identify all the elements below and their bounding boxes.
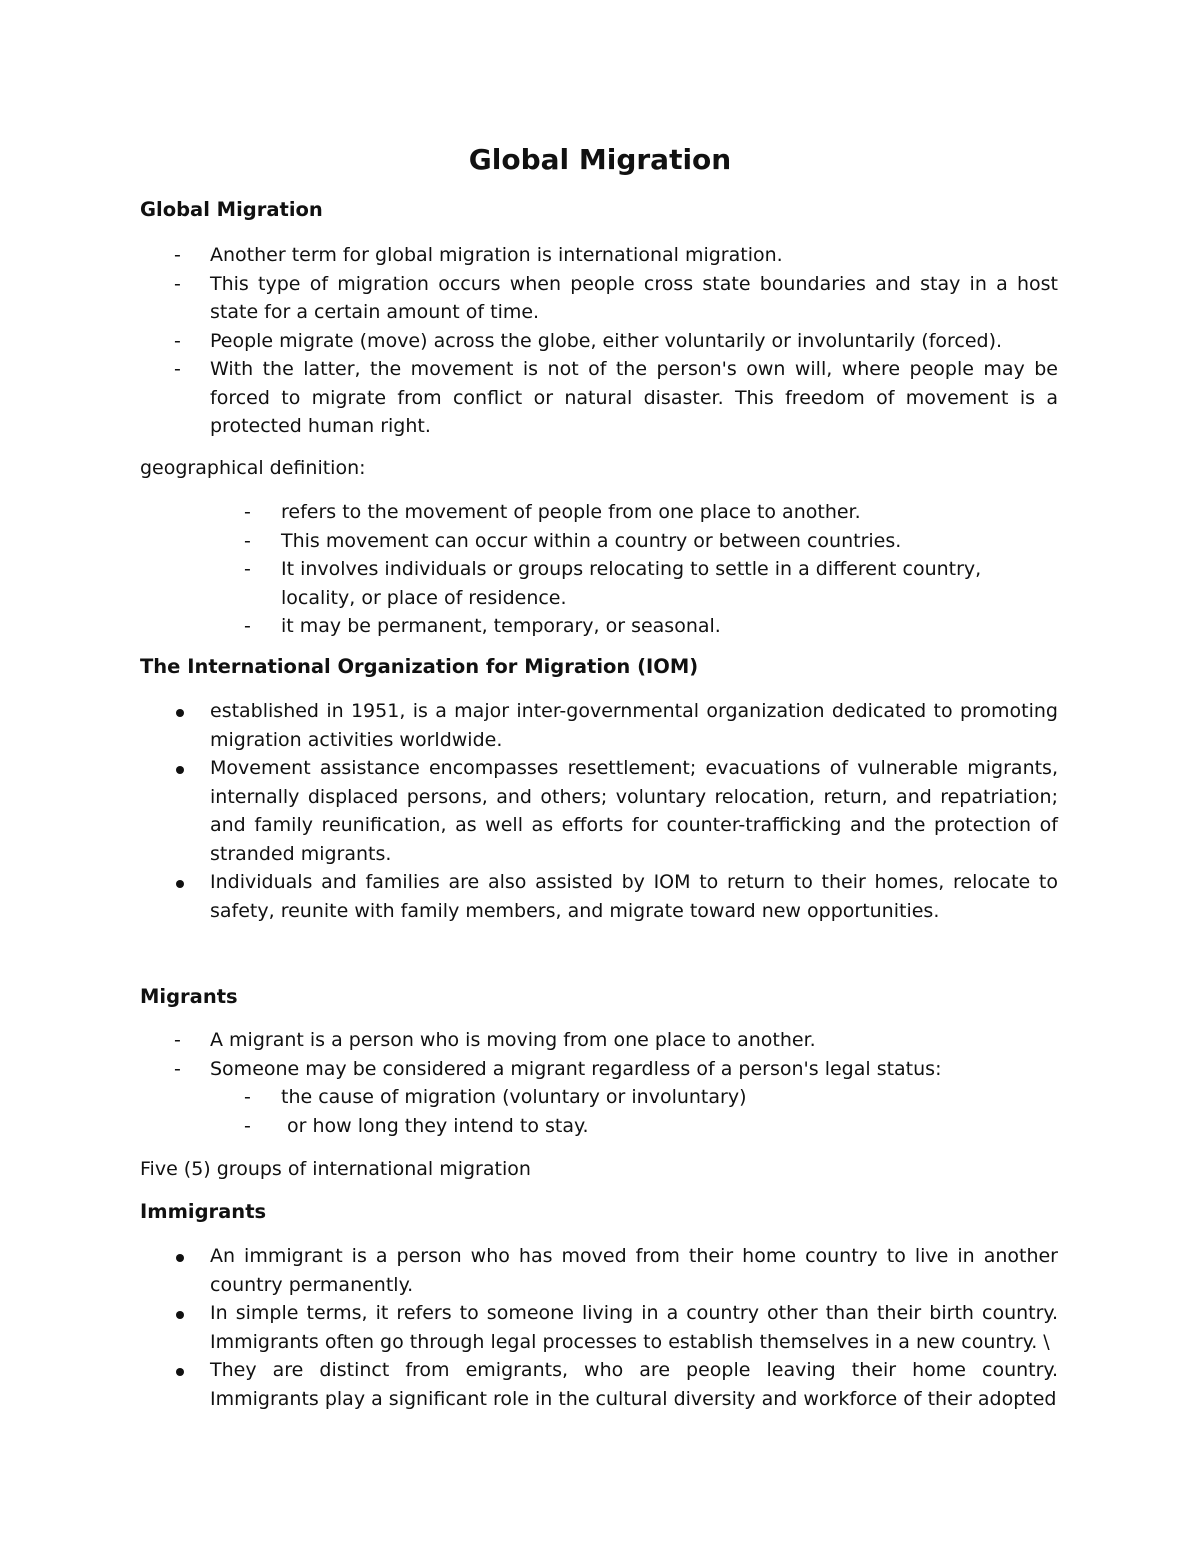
list-item: - This movement can occur within a country or between countries. (244, 527, 1058, 556)
list-item: - the cause of migration (voluntary or involuntary) (244, 1083, 1058, 1112)
bullet-dot-icon (176, 1254, 184, 1262)
list-item: - A migrant is a person who is moving from one place to another. (174, 1026, 1058, 1055)
list-item: - This type of migration occurs when people cross state boundaries and stay in a host state for a certain amount of time. (174, 270, 1058, 327)
dash-marker: - (174, 1057, 181, 1080)
dash-marker: - (244, 558, 251, 580)
list-item: - Someone may be considered a migrant regardless of a person's legal status: (174, 1055, 1058, 1084)
list-item: - It involves individuals or groups relocating to settle in a different country, locality, or place of residence. (244, 555, 1058, 612)
bullet-dot-icon (176, 766, 184, 774)
list-item: They are distinct from emigrants, who are people leaving their home country. Immigrants play a significant role in the cultural diversity and workforce of their adopted (174, 1356, 1058, 1413)
list-item: - Another term for global migration is international migration. (174, 241, 1058, 270)
list-item: In simple terms, it refers to someone living in a country other than their birth country. Immigrants often go through legal processes to establish themselves in a new country. \ (174, 1299, 1058, 1356)
migrants-sublist (244, 1083, 1058, 1140)
global-migration-list (174, 241, 1058, 441)
groups-label: Five (5) groups of international migration (140, 1158, 531, 1180)
dash-marker: - (244, 1086, 251, 1108)
list-item: Individuals and families are also assisted by IOM to return to their homes, relocate to safety, reunite with family members, and migrate toward new opportunities. (174, 868, 1058, 925)
dash-marker: - (174, 244, 181, 266)
document-title: Global Migration (468, 143, 732, 176)
list-item: - People migrate (move) across the globe, either voluntarily or involuntarily (forced). (174, 327, 1058, 356)
list-item: Movement assistance encompasses resettlement; evacuations of vulnerable migrants, internally displaced persons, and others; voluntary relocation, return, and repatriation; and family reunification, as well as efforts for counter-trafficking and the protection of stranded migrants. (174, 754, 1058, 868)
geographical-definition-label: geographical definition: (140, 457, 366, 479)
dash-marker: - (174, 329, 181, 352)
list-item: - or how long they intend to stay. (244, 1112, 1058, 1141)
section-heading-migrants: Migrants (140, 985, 238, 1008)
migrants-list (174, 1026, 1058, 1083)
list-item: An immigrant is a person who has moved from their home country to live in another country permanently. (174, 1242, 1058, 1299)
list-item: - it may be permanent, temporary, or seasonal. (244, 612, 1058, 641)
section-heading-global-migration: Global Migration (140, 198, 323, 221)
dash-marker: - (174, 1029, 181, 1051)
immigrants-list (174, 1242, 1058, 1413)
bullet-dot-icon (176, 709, 184, 717)
bullet-dot-icon (176, 880, 184, 888)
section-heading-immigrants: Immigrants (140, 1200, 267, 1223)
dash-marker: - (174, 272, 181, 295)
list-item: - With the latter, the movement is not of the person's own will, where people may be forced to migrate from conflict or natural disaster. This freedom of movement is a protected human right. (174, 355, 1058, 441)
iom-list (174, 697, 1058, 925)
dash-marker: - (244, 1114, 251, 1137)
dash-marker: - (244, 501, 251, 523)
geographical-definition-list (244, 498, 1058, 641)
dash-marker: - (174, 358, 181, 380)
section-heading-iom: The International Organization for Migration (IOM) (140, 655, 699, 678)
dash-marker: - (244, 529, 251, 552)
list-item: established in 1951, is a major inter-governmental organization dedicated to promoting migration activities worldwide. (174, 697, 1058, 754)
bullet-dot-icon (176, 1311, 184, 1319)
dash-marker: - (244, 615, 251, 637)
bullet-dot-icon (176, 1368, 184, 1376)
list-item: - refers to the movement of people from one place to another. (244, 498, 1058, 527)
